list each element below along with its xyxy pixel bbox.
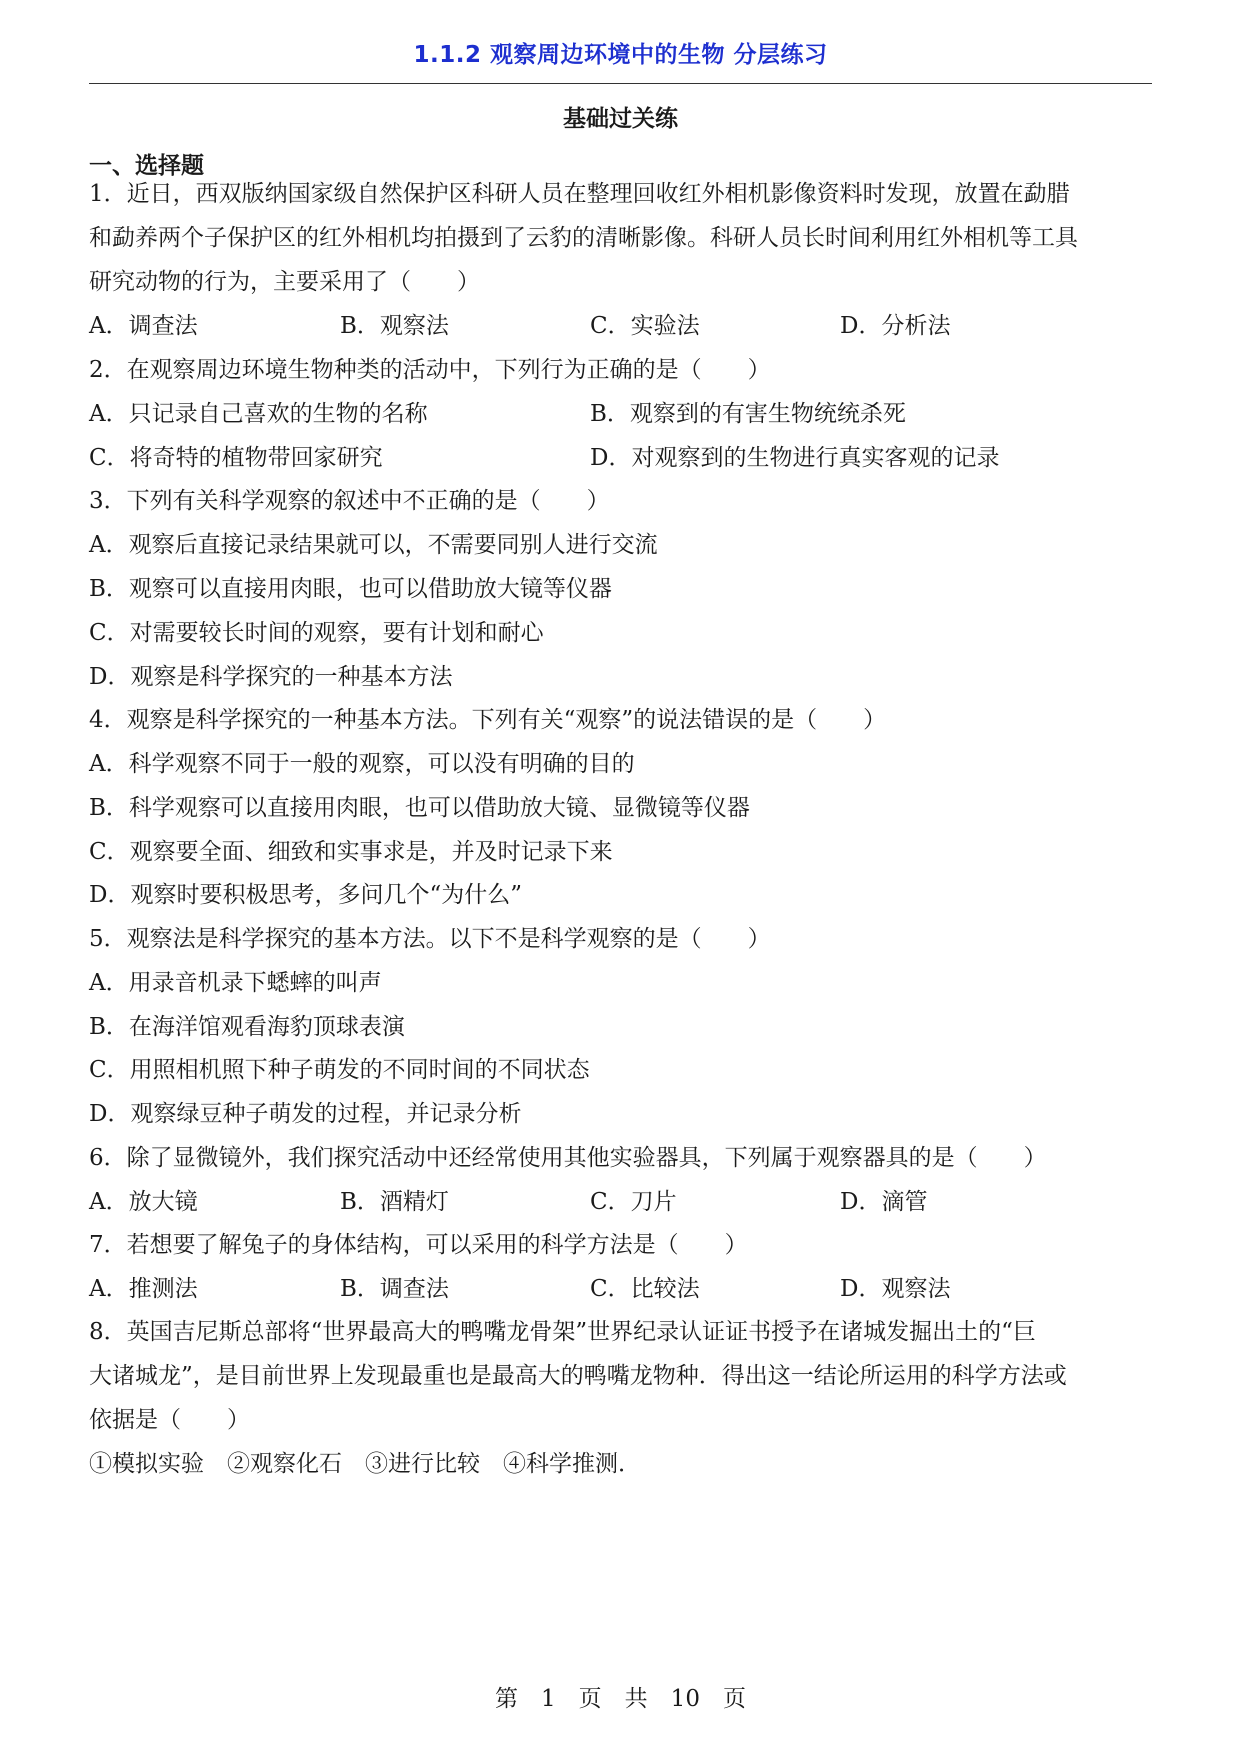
q3-option-d: D．观察是科学探究的一种基本方法	[89, 664, 453, 690]
q6-option-b: B．酒精灯	[340, 1189, 449, 1215]
document-title: 1.1.2 观察周边环境中的生物 分层练习	[413, 42, 828, 68]
q7-option-b: B．调查法	[340, 1276, 449, 1302]
q5-option-c: C．用照相机照下种子萌发的不同时间的不同状态	[89, 1057, 590, 1083]
section-title: 基础过关练	[563, 106, 678, 132]
q3-option-a: A．观察后直接记录结果就可以，不需要同别人进行交流	[89, 532, 658, 558]
q7-option-d: D．观察法	[840, 1276, 951, 1302]
q7-stem: 7．若想要了解兔子的身体结构，可以采用的科学方法是（ ）	[89, 1232, 748, 1258]
q2-option-c: C．将奇特的植物带回家研究	[89, 445, 383, 471]
q4-option-a: A．科学观察不同于一般的观察，可以没有明确的目的	[89, 751, 635, 777]
header-divider	[89, 83, 1152, 84]
q5-option-a: A．用录音机录下蟋蟀的叫声	[89, 970, 382, 996]
q1-stem-line-3: 研究动物的行为，主要采用了（ ）	[89, 269, 480, 295]
q8-statements: ①模拟实验 ②观察化石 ③进行比较 ④科学推测．	[89, 1451, 641, 1477]
q1-option-c: C．实验法	[590, 313, 700, 339]
q1-option-a: A．调查法	[89, 313, 198, 339]
q1-stem-line-2: 和勐养两个子保护区的红外相机均拍摄到了云豹的清晰影像。科研人员长时间利用红外相机等工具	[89, 225, 1078, 251]
q1-option-b: B．观察法	[340, 313, 449, 339]
q5-option-d: D．观察绿豆种子萌发的过程，并记录分析	[89, 1101, 522, 1127]
q2-option-d: D．对观察到的生物进行真实客观的记录	[590, 445, 1000, 471]
q3-option-c: C．对需要较长时间的观察，要有计划和耐心	[89, 620, 544, 646]
q3-option-b: B．观察可以直接用肉眼，也可以借助放大镜等仪器	[89, 576, 612, 602]
q6-stem: 6．除了显微镜外，我们探究活动中还经常使用其他实验器具，下列属于观察器具的是（ ）	[89, 1145, 1047, 1171]
q2-option-a: A．只记录自己喜欢的生物的名称	[89, 401, 428, 427]
q2-option-b: B．观察到的有害生物统统杀死	[590, 401, 906, 427]
q2-stem: 2．在观察周边环境生物种类的活动中，下列行为正确的是（ ）	[89, 357, 771, 383]
q6-option-c: C．刀片	[590, 1189, 677, 1215]
q3-stem: 3．下列有关科学观察的叙述中不正确的是（ ）	[89, 488, 610, 514]
q4-option-c: C．观察要全面、细致和实事求是，并及时记录下来	[89, 839, 613, 865]
q4-option-d: D．观察时要积极思考，多问几个“为什么”	[89, 882, 522, 908]
q1-stem-line-1: 1．近日，西双版纳国家级自然保护区科研人员在整理回收红外相机影像资料时发现，放置在勐腊	[89, 181, 1070, 207]
q7-option-c: C．比较法	[590, 1276, 700, 1302]
q8-stem-line-3: 依据是（ ）	[89, 1407, 250, 1433]
q6-option-a: A．放大镜	[89, 1189, 198, 1215]
q5-option-b: B．在海洋馆观看海豹顶球表演	[89, 1014, 405, 1040]
q4-option-b: B．科学观察可以直接用肉眼，也可以借助放大镜、显微镜等仪器	[89, 795, 750, 821]
page-footer: 第 1 页 共 10 页	[495, 1686, 746, 1712]
q8-stem-line-2: 大诸城龙”，是目前世界上发现最重也是最高大的鸭嘴龙物种．得出这一结论所运用的科学方法或	[89, 1363, 1067, 1389]
q1-option-d: D．分析法	[840, 313, 951, 339]
q8-stem-line-1: 8．英国吉尼斯总部将“世界最高大的鸭嘴龙骨架”世界纪录认证证书授予在诸城发掘出土的“巨	[89, 1319, 1036, 1345]
part-title: 一、选择题	[89, 153, 204, 179]
q4-stem: 4．观察是科学探究的一种基本方法。下列有关“观察”的说法错误的是（ ）	[89, 707, 887, 733]
q5-stem: 5．观察法是科学探究的基本方法。以下不是科学观察的是（ ）	[89, 926, 771, 952]
q7-option-a: A．推测法	[89, 1276, 198, 1302]
q6-option-d: D．滴管	[840, 1189, 928, 1215]
